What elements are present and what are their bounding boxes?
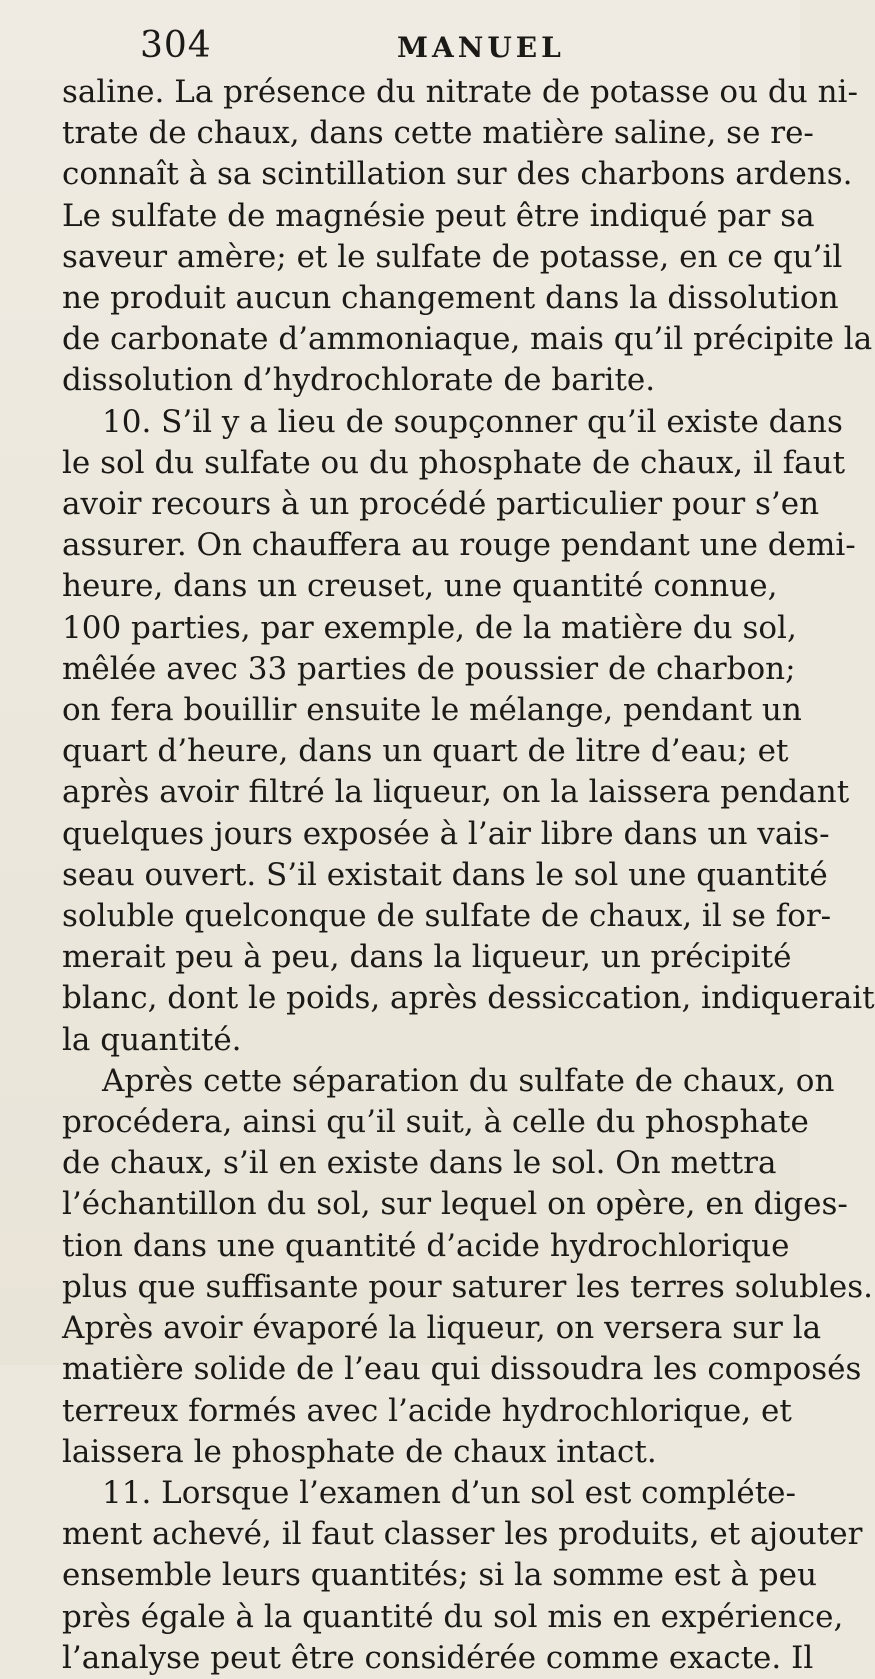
text-line: trate de chaux, dans cette matière saline, se re- bbox=[62, 115, 814, 152]
text-line: Après cette séparation du sulfate de chaux, on bbox=[102, 1062, 835, 1099]
text-line: seau ouvert. S’il existait dans le sol une quantité bbox=[62, 856, 828, 893]
text-line: l’analyse peut être considérée comme exacte. Il bbox=[62, 1639, 814, 1676]
text-line: blanc, dont le poids, après dessiccation, indiquerait bbox=[62, 980, 875, 1017]
text-line: près égale à la quantité du sol mis en expérience, bbox=[62, 1598, 844, 1635]
text-line: avoir recours à un procédé particulier pour s’en bbox=[62, 486, 820, 523]
text-line: quelques jours exposée à l’air libre dans un vais- bbox=[62, 815, 830, 852]
text-line: procédera, ainsi qu’il suit, à celle du phosphate bbox=[62, 1104, 809, 1141]
text-line: Le sulfate de magnésie peut être indiqué par sa bbox=[62, 197, 815, 234]
text-line: connaît à sa scintillation sur des charbons ardens. bbox=[62, 156, 853, 193]
running-title: MANUEL bbox=[397, 31, 565, 64]
text-line: dissolution d’hydrochlorate de barite. bbox=[62, 362, 656, 399]
text-line: tion dans une quantité d’acide hydrochlorique bbox=[62, 1227, 790, 1264]
page-number: 304 bbox=[140, 25, 212, 66]
text-line: assurer. On chauffera au rouge pendant une demi- bbox=[62, 527, 856, 564]
text-line: mêlée avec 33 parties de poussier de charbon; bbox=[62, 650, 796, 687]
text-line: quart d’heure, dans un quart de litre d’eau; et bbox=[62, 733, 789, 770]
text-line: on fera bouillir ensuite le mélange, pendant un bbox=[62, 692, 802, 729]
text-line: 10. S’il y a lieu de soupçonner qu’il existe dans bbox=[102, 403, 843, 440]
text-line: ensemble leurs quantités; si la somme est à peu bbox=[62, 1557, 817, 1594]
text-line: saline. La présence du nitrate de potasse ou du ni- bbox=[62, 74, 858, 110]
text-line: soluble quelconque de sulfate de chaux, il se for- bbox=[62, 898, 832, 935]
text-line: de carbonate d’ammoniaque, mais qu’il précipite la bbox=[62, 321, 873, 358]
text-line: matière solide de l’eau qui dissoudra les composés bbox=[62, 1351, 862, 1388]
text-line: 11. Lorsque l’examen d’un sol est compléte- bbox=[102, 1474, 796, 1511]
text-line: l’échantillon du sol, sur lequel on opère, en diges- bbox=[62, 1186, 848, 1223]
running-head bbox=[62, 26, 760, 66]
text-line: ment achevé, il faut classer les produits, et ajouter bbox=[62, 1516, 863, 1553]
text-line: de chaux, s’il en existe dans le sol. On mettra bbox=[62, 1145, 777, 1182]
text-line: plus que suffisante pour saturer les terres solubles. bbox=[62, 1268, 874, 1305]
text-line: la quantité. bbox=[62, 1021, 242, 1058]
text-line: après avoir filtré la liqueur, on la laissera pendant bbox=[62, 774, 850, 811]
text-line: 100 parties, par exemple, de la matière du sol, bbox=[62, 609, 797, 646]
text-line: heure, dans un creuset, une quantité connue, bbox=[62, 568, 778, 605]
body-text bbox=[62, 72, 875, 1679]
text-line: le sol du sulfate ou du phosphate de chaux, il faut bbox=[62, 444, 846, 481]
text-line: saveur amère; et le sulfate de potasse, en ce qu’il bbox=[62, 238, 843, 275]
text-line: terreux formés avec l’acide hydrochlorique, et bbox=[62, 1392, 792, 1429]
text-line: laissera le phosphate de chaux intact. bbox=[62, 1433, 657, 1470]
text-line: ne produit aucun changement dans la dissolution bbox=[62, 280, 839, 317]
text-line: Après avoir évaporé la liqueur, on versera sur la bbox=[62, 1310, 822, 1347]
text-line: merait peu à peu, dans la liqueur, un précipité bbox=[62, 939, 792, 976]
